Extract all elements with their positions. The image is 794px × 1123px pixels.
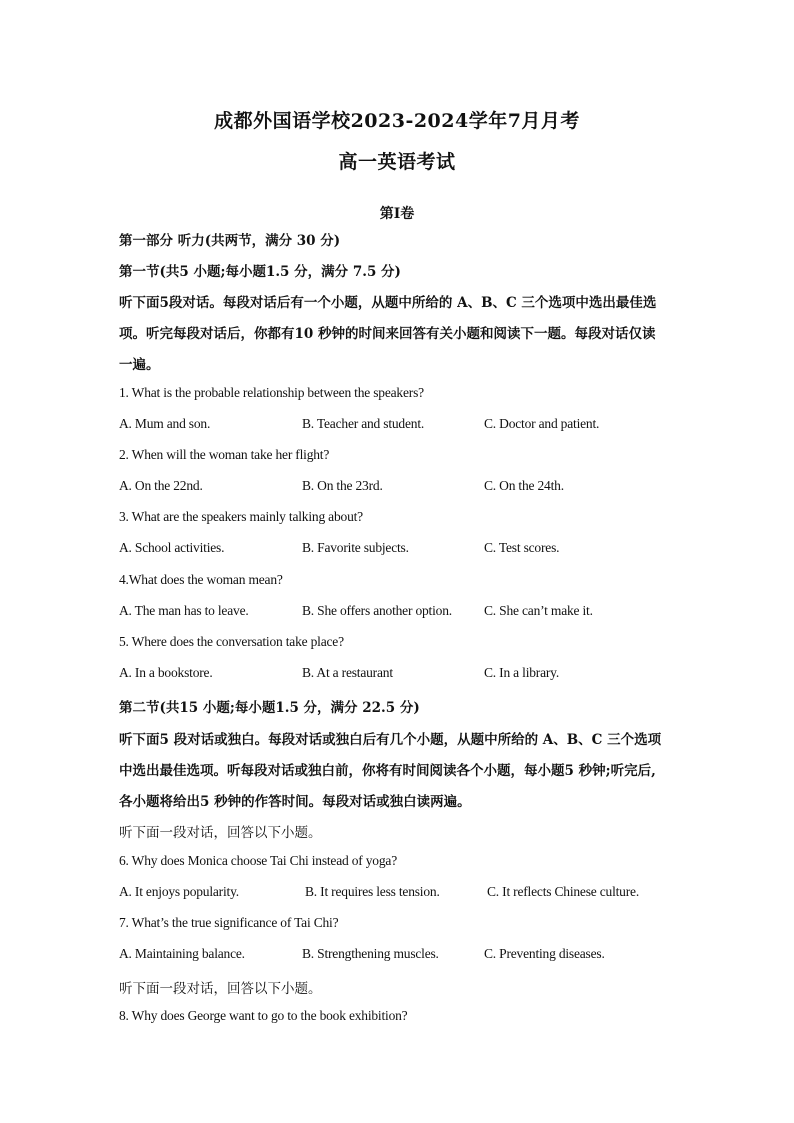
option-b: B. She offers another option. [302, 603, 452, 618]
section1-heading: 第一节(共5 小题;每小题1.5 分，满分 7.5 分) [119, 264, 401, 280]
section2-heading: 第二节(共15 小题;每小题1.5 分，满分 22.5 分) [119, 700, 420, 716]
question-text: 7. What’s the true significance of Tai Chi? [119, 915, 339, 930]
volume-label: 第I卷 [379, 206, 415, 222]
section1-instruction-line: 听下面5段对话。每段对话后有一个小题，从题中所给的 A、B、C 三个选项中选出最佳选 [119, 295, 657, 311]
section2-instruction-line: 听下面5 段对话或独白。每段对话或独白后有几个小题，从题中所给的 A、B、C 三个选项 [119, 732, 662, 748]
option-c: C. Test scores. [484, 540, 560, 555]
option-a: A. In a bookstore. [119, 665, 213, 680]
question-text: 1. What is the probable relationship between the speakers? [119, 385, 424, 400]
option-c: C. Preventing diseases. [484, 946, 605, 961]
option-c: C. Doctor and patient. [484, 416, 600, 431]
option-b: B. At a restaurant [302, 665, 393, 680]
section2-instruction-line: 各小题将给出5 秒钟的作答时间。每段对话或独白读两遍。 [119, 794, 471, 810]
option-a: A. The man has to leave. [119, 603, 249, 618]
option-a: A. On the 22nd. [119, 478, 203, 493]
dialogue-prompt: 听下面一段对话，回答以下小题。 [119, 825, 322, 841]
section1-instruction-line: 一遍。 [119, 357, 160, 373]
option-b: B. Favorite subjects. [302, 540, 409, 555]
section1-instruction-line: 项。听完每段对话后，你都有10 秒钟的时间来回答有关小题和阅读下一题。每段对话仅读 [119, 326, 656, 342]
dialogue-prompt: 听下面一段对话，回答以下小题。 [119, 981, 322, 997]
question-text: 3. What are the speakers mainly talking about? [119, 509, 363, 524]
option-a: A. School activities. [119, 540, 225, 555]
option-a: A. Mum and son. [119, 416, 211, 431]
option-c: C. In a library. [484, 665, 560, 680]
question-text: 4.What does the woman mean? [119, 572, 283, 587]
option-b: B. On the 23rd. [302, 478, 383, 493]
option-c: C. It reflects Chinese culture. [487, 884, 639, 899]
part1-heading: 第一部分 听力(共两节，满分 30 分) [119, 233, 341, 249]
option-c: C. She can’t make it. [484, 603, 593, 618]
option-b: B. Teacher and student. [302, 416, 425, 431]
exam-subtitle: 高一英语考试 [338, 151, 456, 173]
option-a: A. Maintaining balance. [119, 946, 245, 961]
option-b: B. Strengthening muscles. [302, 946, 439, 961]
section2-instruction-line: 中选出最佳选项。听每段对话或独白前，你将有时间阅读各个小题，每小题5 秒钟;听完后, [119, 763, 656, 779]
option-b: B. It requires less tension. [305, 884, 440, 899]
question-text: 5. Where does the conversation take place? [119, 634, 344, 649]
question-text: 8. Why does George want to go to the book exhibition? [119, 1008, 408, 1023]
question-text: 6. Why does Monica choose Tai Chi instead of yoga? [119, 853, 397, 868]
exam-title: 成都外国语学校2023-2024学年7月月考 [214, 110, 580, 132]
option-a: A. It enjoys popularity. [119, 884, 239, 899]
option-c: C. On the 24th. [484, 478, 564, 493]
question-text: 2. When will the woman take her flight? [119, 447, 330, 462]
